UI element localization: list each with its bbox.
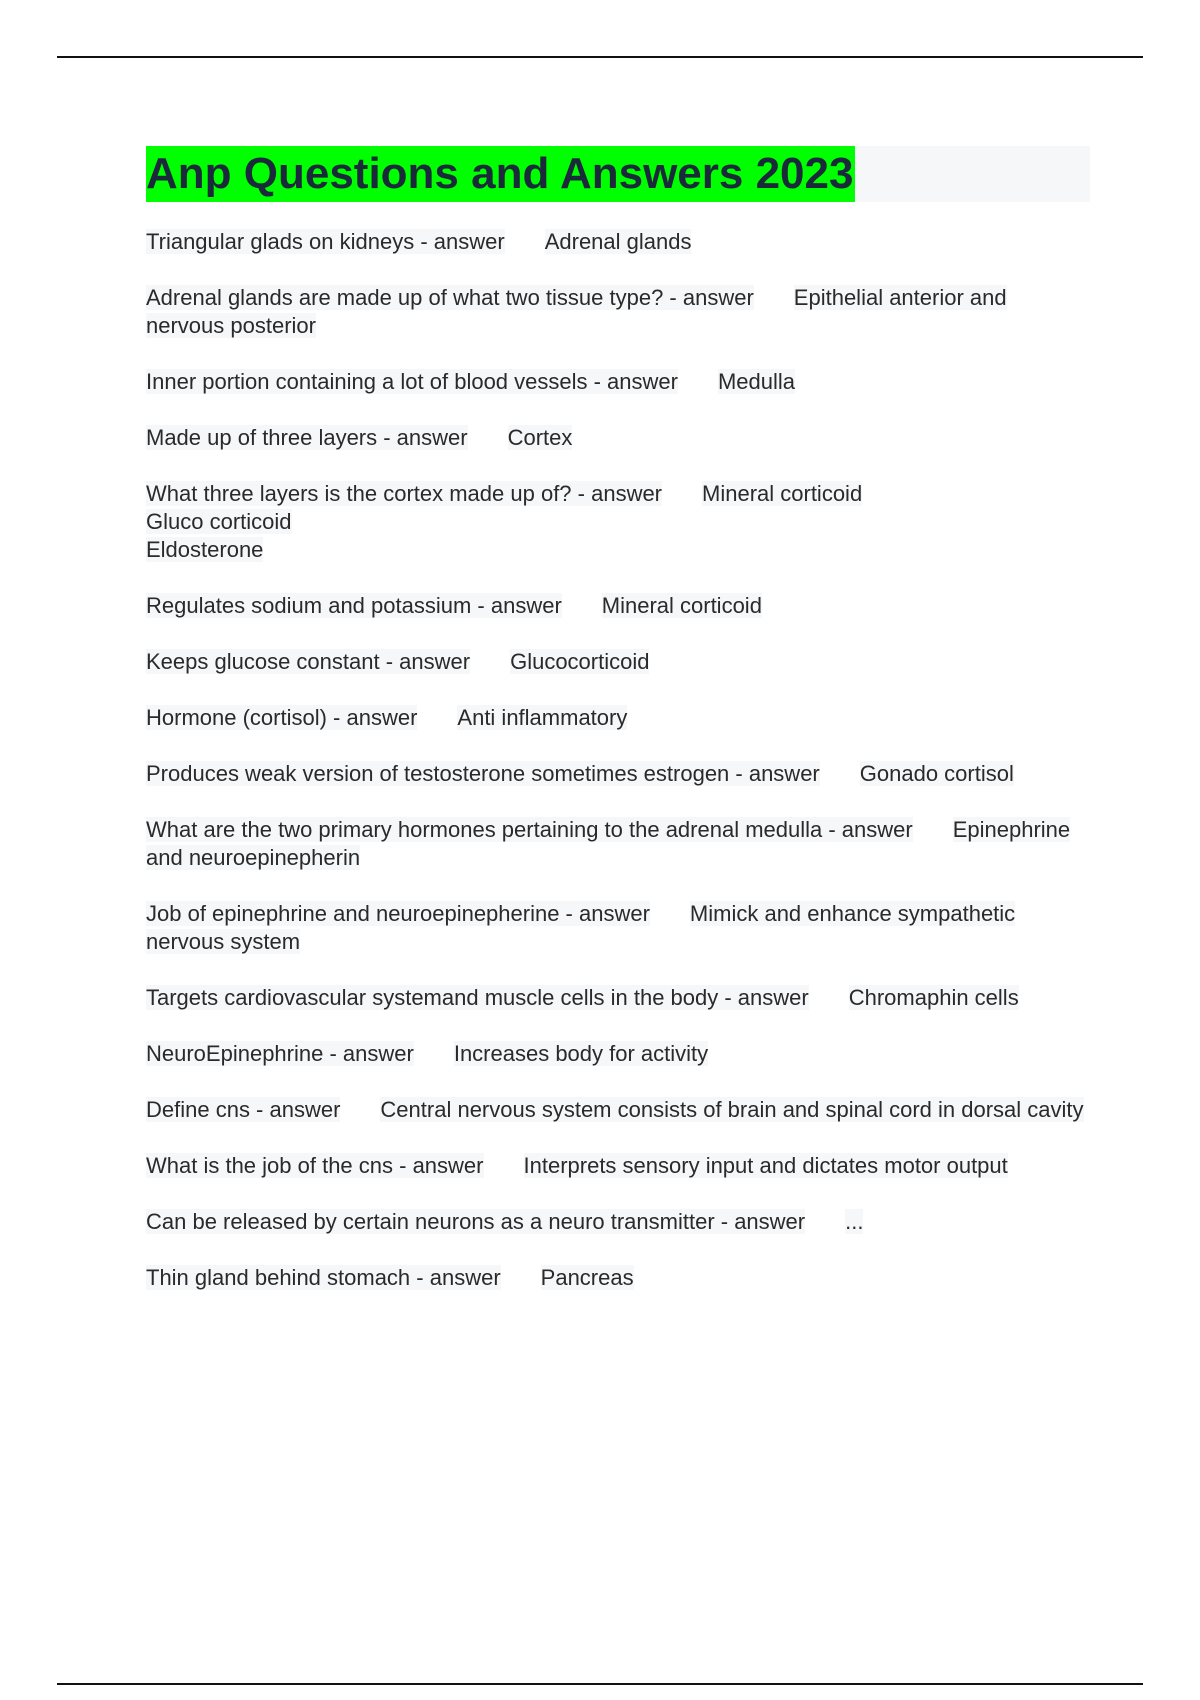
answer-text: Adrenal glands [544, 229, 692, 254]
qa-item [146, 1096, 1090, 1124]
question-text: Regulates sodium and potassium - answer [146, 593, 562, 618]
qa-item [146, 424, 1090, 452]
question-text: Produces weak version of testosterone sometimes estrogen - answer [146, 761, 820, 786]
qa-item [146, 900, 1090, 956]
question-text: Targets cardiovascular systemand muscle cells in the body - answer [146, 985, 809, 1010]
question-text: Made up of three layers - answer [146, 425, 468, 450]
qa-item [146, 704, 1090, 732]
qa-item [146, 228, 1090, 256]
qa-item [146, 1040, 1090, 1068]
answer-text: Increases body for activity [453, 1041, 709, 1066]
answer-text: Mimick and enhance sympathetic nervous system [146, 901, 1016, 954]
question-text: What is the job of the cns - answer [146, 1153, 484, 1178]
document-body [146, 146, 1090, 1320]
answer-text: Anti inflammatory [457, 705, 628, 730]
qa-list [146, 228, 1090, 1292]
question-text: Can be released by certain neurons as a neuro transmitter - answer [146, 1209, 806, 1234]
answer-text: Cortex [507, 425, 573, 450]
question-text: Job of epinephrine and neuroepinepherine - answer [146, 901, 650, 926]
qa-item [146, 648, 1090, 676]
page-title: Anp Questions and Answers 2023 [146, 146, 855, 202]
qa-item [146, 984, 1090, 1012]
bottom-rule [57, 1683, 1143, 1685]
question-text: Triangular glads on kidneys - answer [146, 229, 505, 254]
question-text: What three layers is the cortex made up of? - answer [146, 481, 663, 506]
qa-item [146, 1208, 1090, 1236]
qa-item [146, 284, 1090, 340]
question-text: NeuroEpinephrine - answer [146, 1041, 414, 1066]
qa-item [146, 1152, 1090, 1180]
answer-text: Mineral corticoid Gluco corticoid Eldosterone [146, 481, 863, 562]
question-text: Inner portion containing a lot of blood vessels - answer [146, 369, 678, 394]
qa-item [146, 480, 1090, 564]
qa-item [146, 760, 1090, 788]
answer-text: Epithelial anterior and nervous posterior [146, 285, 1007, 338]
question-text: Thin gland behind stomach - answer [146, 1265, 501, 1290]
question-text: Hormone (cortisol) - answer [146, 705, 418, 730]
answer-text: ... [845, 1209, 864, 1234]
top-rule [57, 56, 1143, 58]
answer-text: Glucocorticoid [510, 649, 650, 674]
answer-text: Chromaphin cells [848, 985, 1019, 1010]
answer-text: Gonado cortisol [859, 761, 1014, 786]
qa-item [146, 1264, 1090, 1292]
qa-item [146, 368, 1090, 396]
answer-text: Epinephrine and neuroepinepherin [146, 817, 1071, 870]
title-bar [146, 146, 1090, 202]
answer-text: Medulla [717, 369, 796, 394]
answer-text: Interprets sensory input and dictates motor output [523, 1153, 1008, 1178]
qa-item [146, 816, 1090, 872]
answer-text: Central nervous system consists of brain and spinal cord in dorsal cavity [380, 1097, 1084, 1122]
question-text: Define cns - answer [146, 1097, 341, 1122]
qa-item [146, 592, 1090, 620]
answer-text: Pancreas [540, 1265, 634, 1290]
question-text: Adrenal glands are made up of what two tissue type? - answer [146, 285, 754, 310]
question-text: What are the two primary hormones pertaining to the adrenal medulla - answer [146, 817, 913, 842]
question-text: Keeps glucose constant - answer [146, 649, 471, 674]
answer-text: Mineral corticoid [601, 593, 762, 618]
